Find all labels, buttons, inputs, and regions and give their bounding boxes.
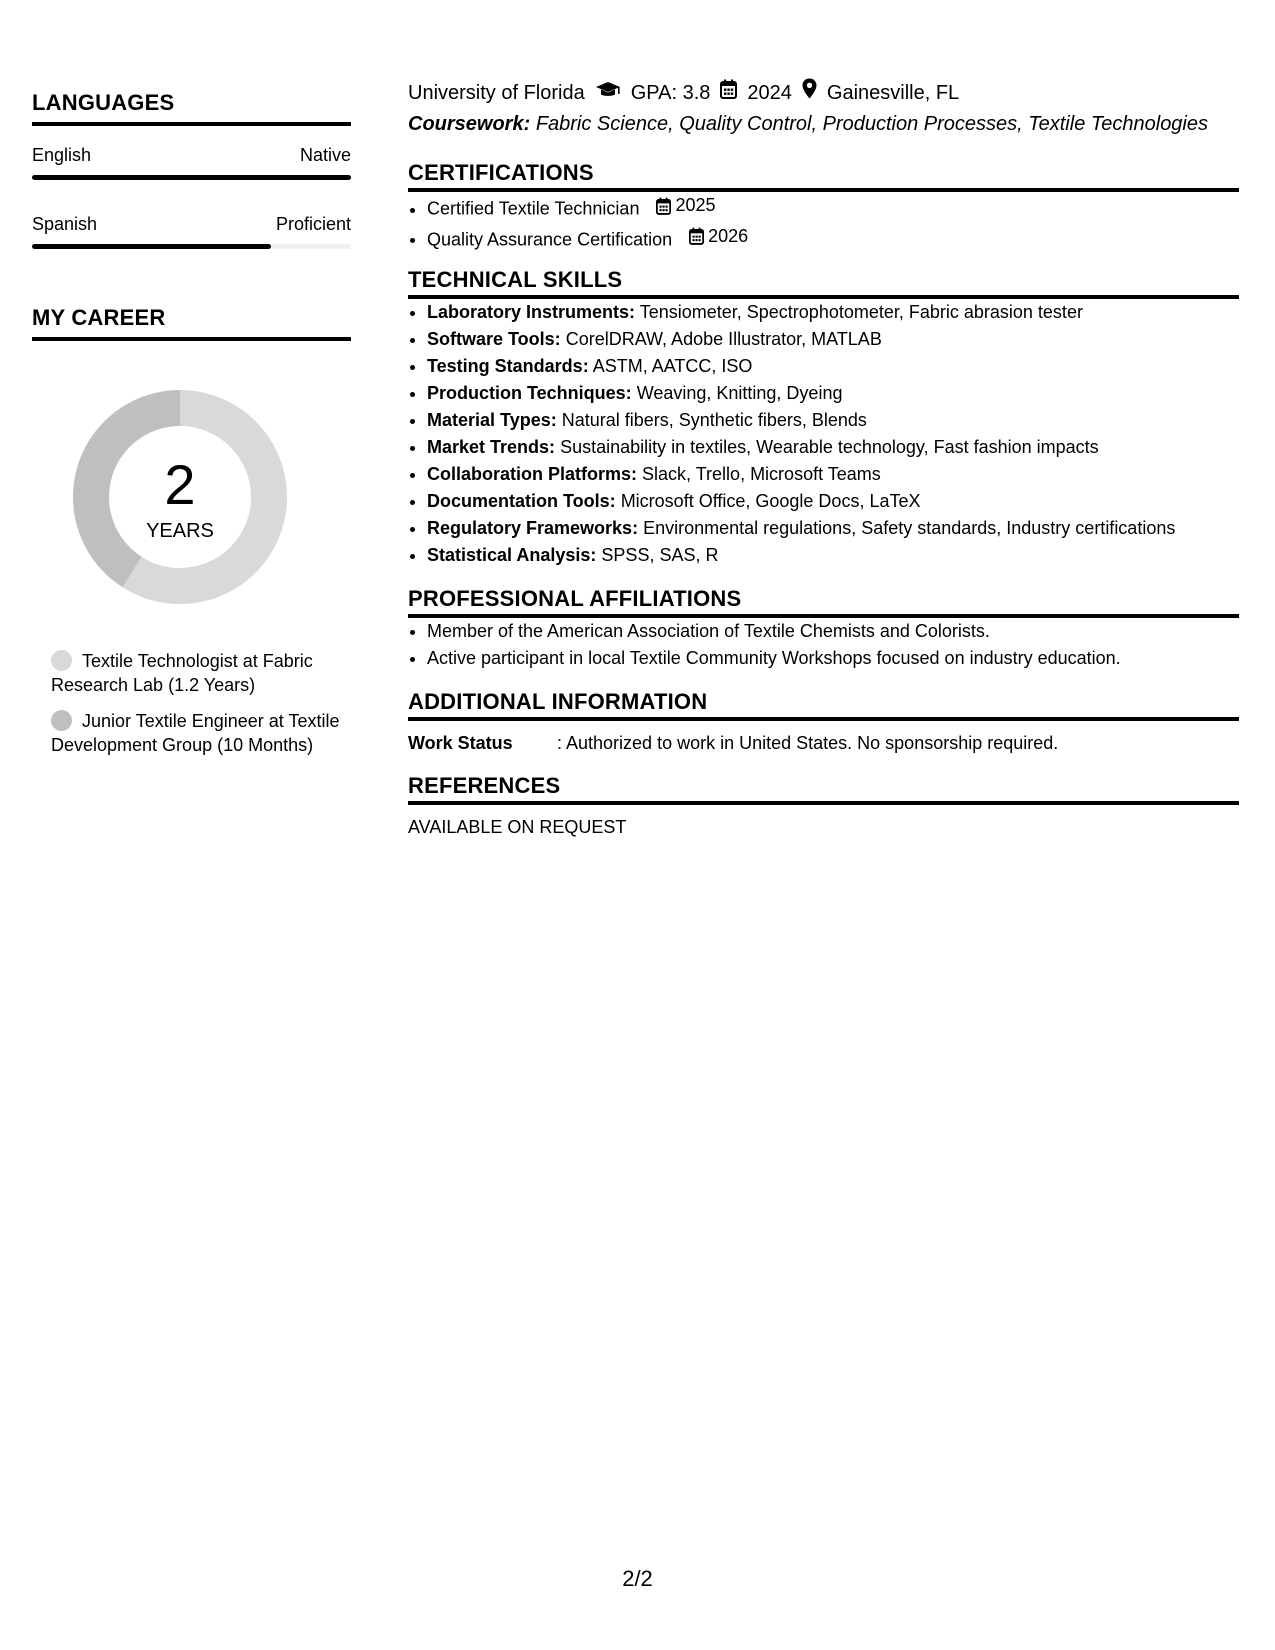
language-level: Proficient — [275, 214, 351, 234]
references-section — [408, 773, 1239, 838]
language-proficiency-bar — [32, 244, 351, 249]
certification-item — [427, 192, 1239, 223]
skill-value: ASTM, AATCC, ISO — [592, 356, 753, 376]
career-legend-label: Junior Textile Engineer at Textile Development Group (10 Months) — [51, 711, 340, 755]
skills-section — [408, 267, 1239, 569]
skill-label: Testing Standards: — [427, 356, 589, 376]
sidebar — [32, 90, 351, 769]
skill-value: Environmental regulations, Safety standards, Industry certifications — [643, 518, 1176, 538]
skill-item — [427, 515, 1239, 542]
skill-label: Regulatory Frameworks: — [427, 518, 639, 538]
skill-value: SPSS, SAS, R — [601, 545, 719, 565]
language-item — [32, 144, 351, 180]
legend-dot-icon — [51, 710, 72, 731]
education-gpa: GPA: 3.8 — [630, 81, 711, 104]
career-legend-item — [51, 709, 341, 757]
skill-value: Sustainability in textiles, Wearable technology, Fast fashion impacts — [560, 437, 1099, 457]
language-proficiency-fill — [32, 244, 271, 249]
languages-list — [32, 144, 351, 249]
calendar-icon — [656, 197, 671, 215]
skill-item — [427, 461, 1239, 488]
career-legend — [51, 649, 341, 757]
skill-item — [427, 542, 1239, 569]
location-pin-icon — [802, 78, 817, 107]
languages-heading: LANGUAGES — [32, 90, 351, 126]
coursework-text: Fabric Science, Quality Control, Production Processes, Textile Technologies — [535, 113, 1208, 135]
additional-info-heading: ADDITIONAL INFORMATION — [408, 689, 1239, 721]
certifications-heading: CERTIFICATIONS — [408, 160, 1239, 192]
calendar-icon — [689, 227, 704, 245]
skill-value: CorelDRAW, Adobe Illustrator, MATLAB — [565, 329, 882, 349]
affiliations-list — [408, 618, 1239, 672]
affiliation-item: • Member of the American Association of Textile Chemists and Colorists. — [427, 618, 1239, 645]
skill-label: Software Tools: — [427, 329, 561, 349]
language-name: Spanish — [32, 214, 98, 234]
language-level: Native — [299, 145, 351, 165]
work-status-value: : Authorized to work in United States. No sponsorship required. — [557, 733, 1059, 753]
skills-list — [408, 299, 1239, 569]
references-text: AVAILABLE ON REQUEST — [408, 817, 627, 837]
certification-name: Certified Textile Technician — [427, 198, 640, 219]
career-legend-label: Textile Technologist at Fabric Research Lab (1.2 Years) — [51, 651, 313, 695]
skill-label: Statistical Analysis: — [427, 545, 597, 565]
skill-label: Collaboration Platforms: — [427, 464, 638, 484]
skill-value: Natural fibers, Synthetic fibers, Blends — [561, 410, 867, 430]
career-heading: MY CAREER — [32, 305, 351, 341]
language-proficiency-fill — [32, 175, 351, 180]
skill-item — [427, 326, 1239, 353]
certification-name: Quality Assurance Certification — [427, 229, 673, 249]
affiliations-section — [408, 586, 1239, 672]
calendar-icon — [720, 79, 737, 107]
certifications-section — [408, 160, 1239, 253]
skill-label: Market Trends: — [427, 437, 556, 457]
skill-item — [427, 407, 1239, 434]
skill-label: Documentation Tools: — [427, 491, 616, 511]
legend-dot-icon — [51, 650, 72, 671]
certification-item — [427, 223, 1239, 254]
education-year: 2024 — [747, 81, 792, 104]
language-name: English — [32, 145, 92, 165]
graduation-cap-icon — [595, 79, 621, 107]
references-heading: REFERENCES — [408, 773, 1239, 805]
skill-label: Material Types: — [427, 410, 557, 430]
skill-value: Microsoft Office, Google Docs, LaTeX — [620, 491, 921, 511]
career-donut-chart — [66, 383, 294, 611]
work-status-line — [408, 732, 1239, 754]
skill-label: Production Techniques: — [427, 383, 632, 403]
skill-value: Slack, Trello, Microsoft Teams — [642, 464, 881, 484]
education-location: Gainesville, FL — [826, 81, 960, 104]
skill-item — [427, 488, 1239, 515]
coursework-line — [408, 110, 1239, 138]
affiliations-heading: PROFESSIONAL AFFILIATIONS — [408, 586, 1239, 618]
main-content — [408, 78, 1239, 838]
coursework-label: Coursework: — [408, 113, 531, 135]
language-item — [32, 213, 351, 249]
page-number: 2/2 — [622, 1566, 653, 1591]
additional-info-section — [408, 689, 1239, 754]
skill-item — [427, 380, 1239, 407]
work-status-label: Work Status — [408, 733, 513, 753]
skill-item — [427, 434, 1239, 461]
career-donut-center — [66, 383, 294, 611]
skill-value: Weaving, Knitting, Dyeing — [636, 383, 843, 403]
language-proficiency-bar — [32, 175, 351, 180]
education-school: University of Florida — [408, 81, 585, 104]
skill-value: Tensiometer, Spectrophotometer, Fabric abrasion tester — [639, 302, 1083, 322]
certification-year: 2026 — [708, 225, 749, 246]
certifications-list — [408, 192, 1239, 253]
affiliation-item: • Active participant in local Textile Community Workshops focused on industry education. — [427, 645, 1239, 672]
career-legend-item — [51, 649, 341, 697]
skill-item — [427, 353, 1239, 380]
education-line — [408, 78, 1239, 107]
career-total-unit: YEARS — [146, 520, 214, 542]
skill-item — [427, 299, 1239, 326]
certification-year: 2025 — [675, 195, 716, 215]
skills-heading: TECHNICAL SKILLS — [408, 267, 1239, 299]
skill-label: Laboratory Instruments: — [427, 302, 636, 322]
career-total-years: 2 — [164, 453, 196, 516]
